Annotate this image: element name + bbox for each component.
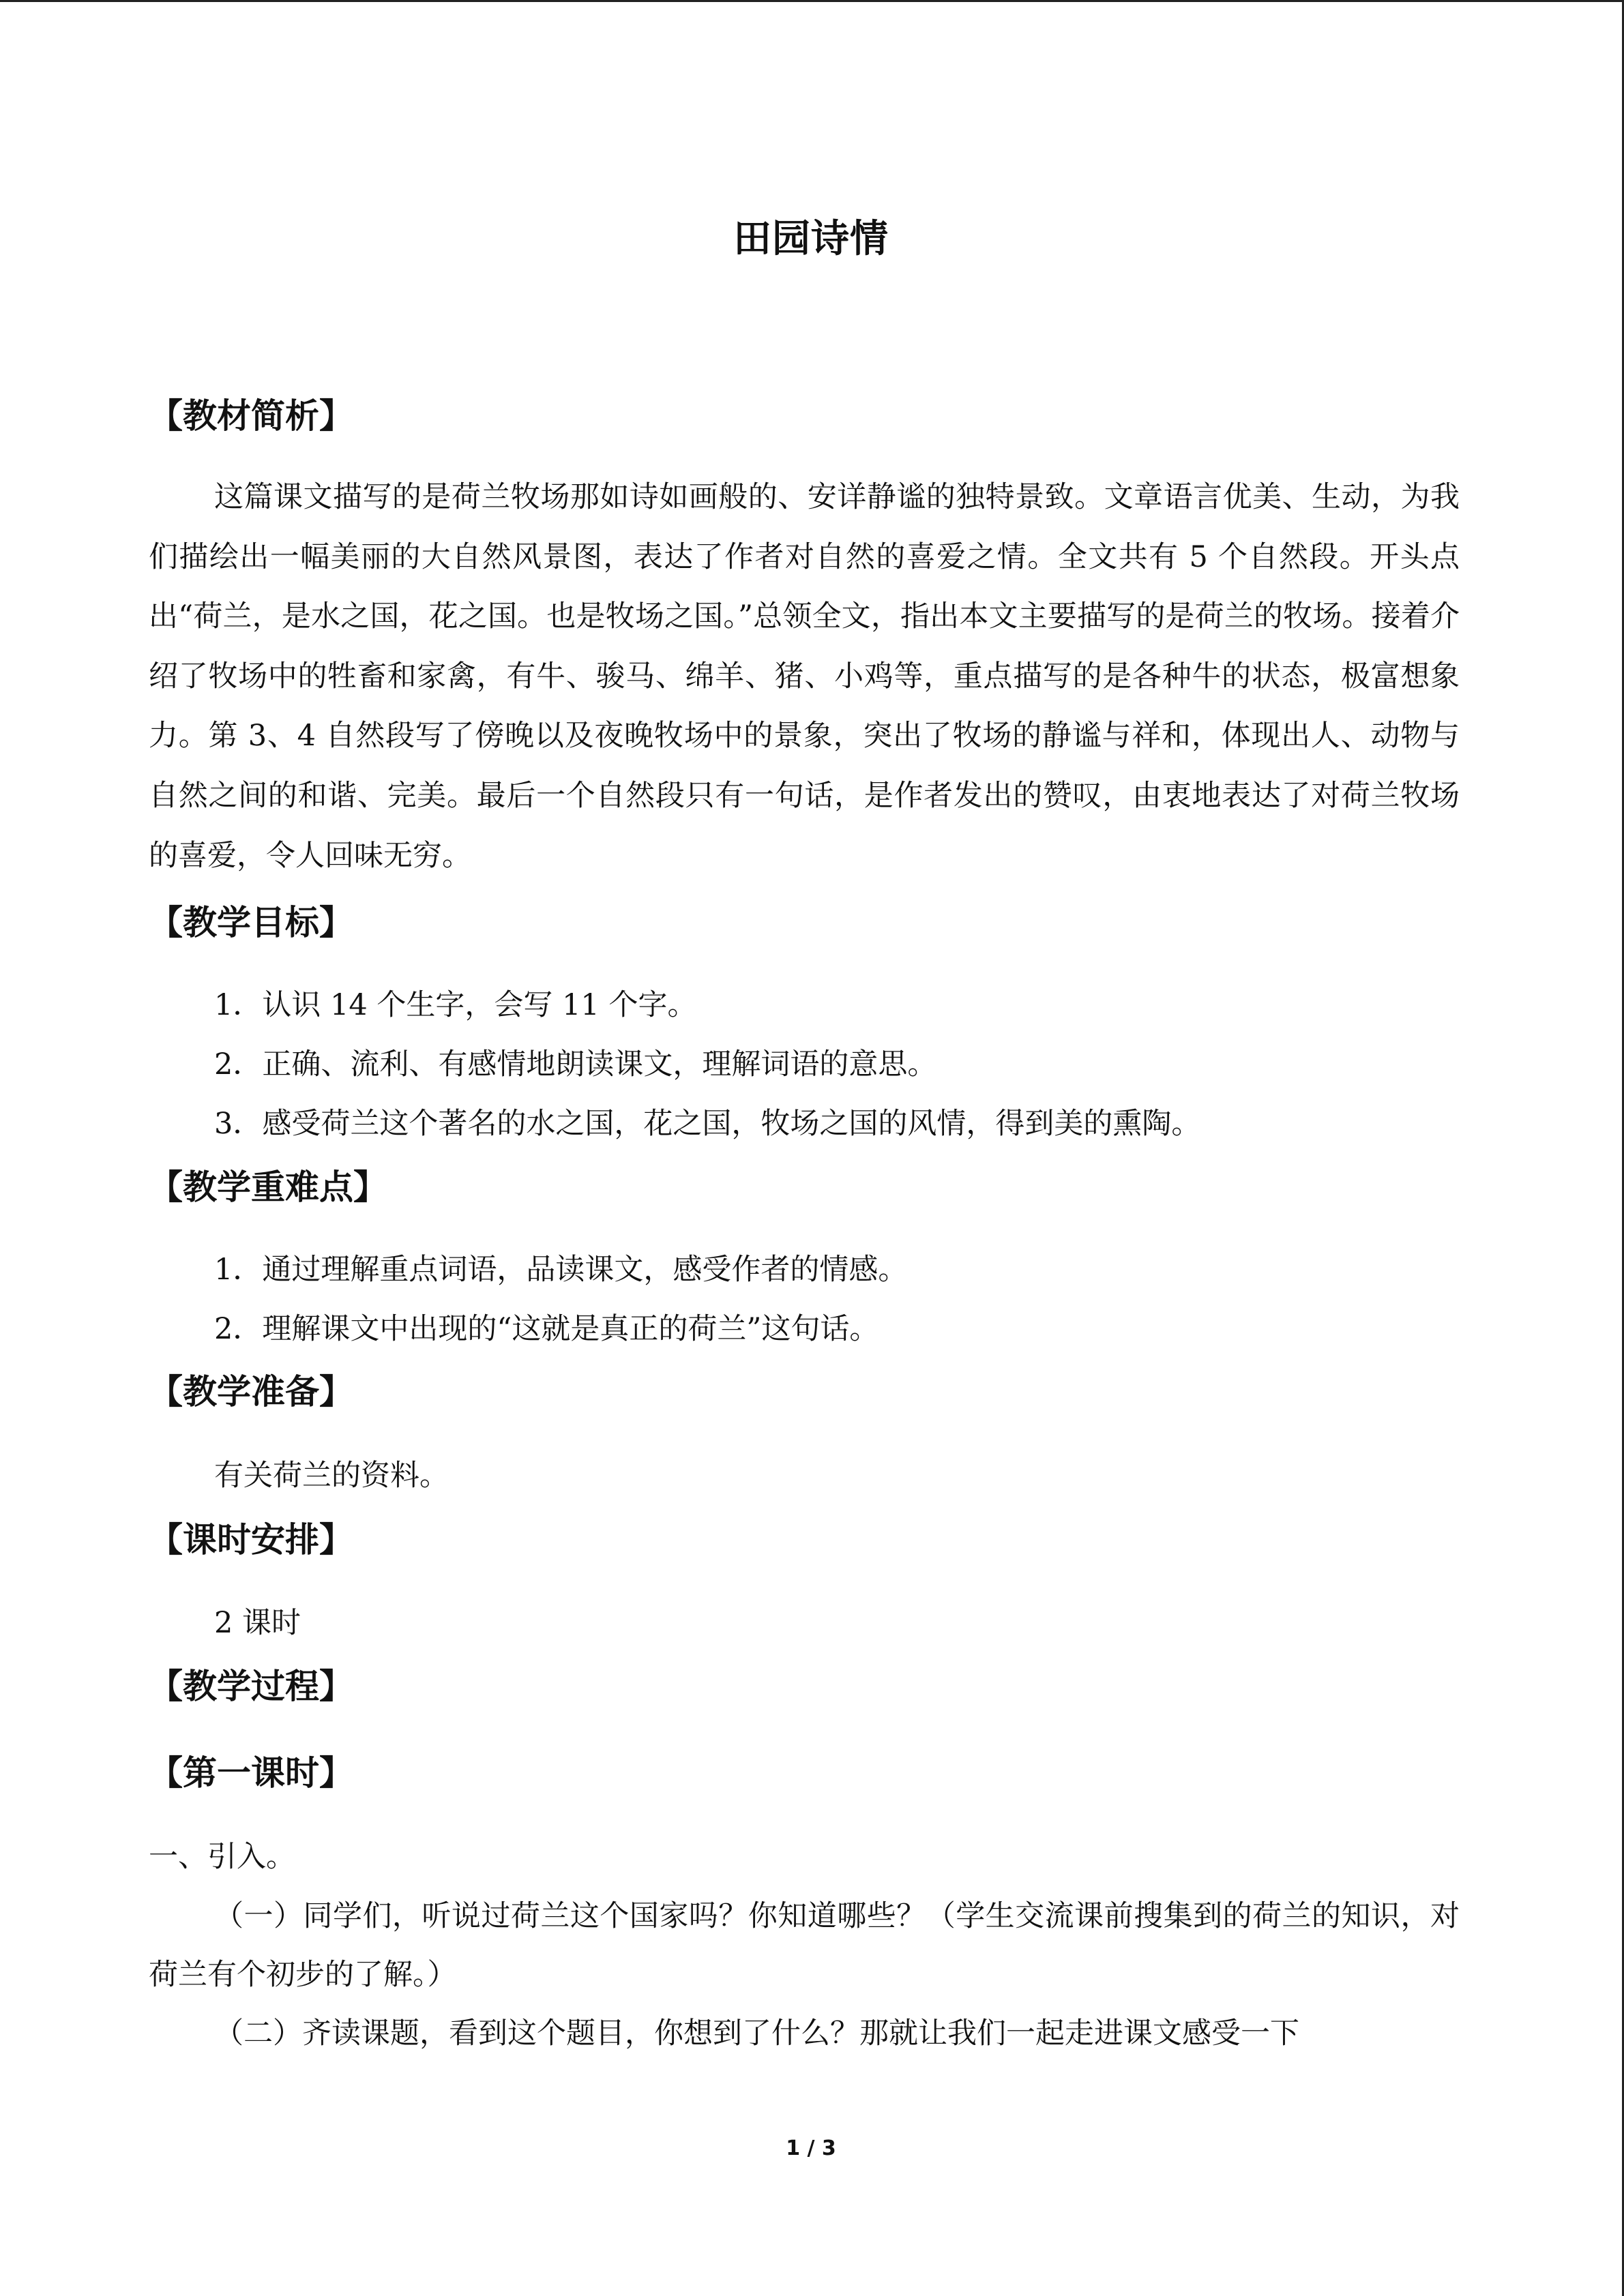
analysis-paragraph: 这篇课文描写的是荷兰牧场那如诗如画般的、安详静谧的独特景致。文章语言优美、生动，为我们描绘出一幅美丽的大自然风景图，表达了作者对自然的喜爱之情。全文共有 5 个自然段。开头点出“荷兰，是水之国，花之国。也是牧场之国。”总领全文，指出本文主要描写的是荷兰的牧场。接着介绍了牧场中的牲畜和家禽，有牛、骏马、绵羊、猪、小鸡等，重点描写的是各种牛的状态，极富想象力。第 3、4 自然段写了傍晚以及夜晚牧场中的景象，突出了牧场的静谧与祥和，体现出人、动物与自然之间的和谐、完美。最后一个自然段只有一句话，是作者发出的赞叹，由衷地表达了对荷兰牧场的喜爱，令人回味无穷。	[149, 480, 1460, 873]
heading-key-points: 【教学重难点】	[149, 1167, 387, 1207]
schedule-text: 2 课时	[214, 1606, 301, 1640]
goal-item-2: 2．正确、流利、有感情地朗读课文，理解词语的意思。	[214, 1047, 937, 1082]
heading-goals: 【教学目标】	[149, 903, 353, 942]
lesson-1-paragraph-2: （二）齐读课题，看到这个题目，你想到了什么？那就让我们一起走进课文感受一下	[214, 2016, 1299, 2051]
key-point-item-1: 1．通过理解重点词语，品读课文，感受作者的情感。	[214, 1253, 908, 1287]
lesson-1-step-1: 一、引入。	[149, 1840, 295, 1874]
lesson-1-paragraph-1: （一）同学们，听说过荷兰这个国家吗？你知道哪些？（学生交流课前搜集到的荷兰的知识，对荷兰有个初步的了解。）	[149, 1899, 1460, 1992]
heading-lesson-1: 【第一课时】	[149, 1753, 353, 1793]
goal-item-1: 1．认识 14 个生字，会写 11 个字。	[214, 988, 697, 1022]
page-number: 1 / 3	[786, 2136, 836, 2160]
heading-analysis: 【教材简析】	[149, 396, 353, 436]
preparation-text: 有关荷兰的资料。	[214, 1459, 449, 1493]
document-title: 田园诗情	[733, 217, 889, 261]
key-point-item-2: 2．理解课文中出现的“这就是真正的荷兰”这句话。	[214, 1312, 879, 1346]
heading-process: 【教学过程】	[149, 1667, 353, 1706]
heading-schedule: 【课时安排】	[149, 1520, 353, 1560]
goal-item-3: 3．感受荷兰这个著名的水之国，花之国，牧场之国的风情，得到美的熏陶。	[214, 1107, 1201, 1141]
heading-preparation: 【教学准备】	[149, 1372, 353, 1412]
